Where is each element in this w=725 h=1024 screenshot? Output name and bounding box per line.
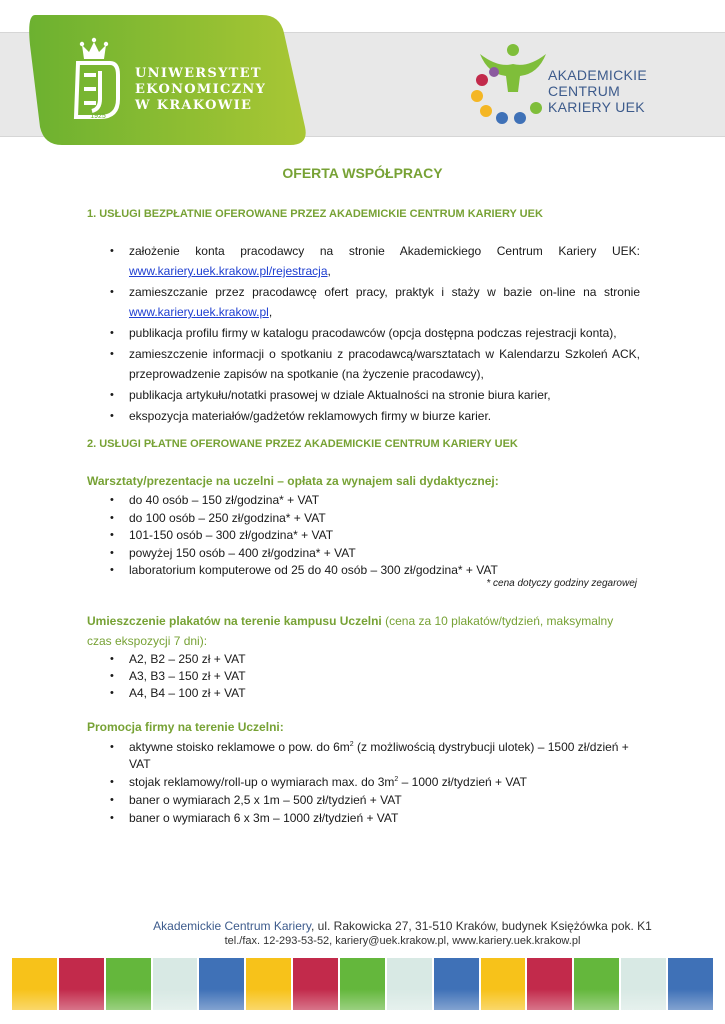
list-item (110, 668, 640, 685)
list-item-text: baner o wymiarach 6 x 3m – 1000 zł/tydzień + VAT (129, 811, 399, 825)
color-tile (293, 958, 338, 1010)
list-item (110, 385, 640, 405)
list-item (110, 810, 640, 827)
uek-name-line-1: UNIWERSYTET (135, 66, 262, 81)
list-item (110, 241, 640, 281)
list-item (110, 282, 640, 322)
promotion-heading (87, 717, 637, 737)
bullet-icon: • (110, 410, 114, 422)
color-tile (527, 958, 572, 1010)
bullet-icon: • (110, 389, 114, 401)
uek-name-line-2: EKONOMICZNY (135, 82, 267, 97)
list-item-text: A2, B2 – 250 zł + VAT (129, 652, 246, 666)
list-item (110, 792, 640, 809)
bullet-icon: • (110, 546, 114, 559)
superscript: 2 (349, 741, 354, 748)
color-tile (59, 958, 104, 1010)
bullet-icon: • (110, 511, 114, 524)
color-tile (106, 958, 151, 1010)
list-item-text: zamieszczanie przez pracodawcę ofert pracy, praktyk i staży w bazie on-line na stronie (129, 285, 640, 299)
color-tile (621, 958, 666, 1010)
workshops-list (110, 492, 640, 580)
list-item-text: stojak reklamowy/roll-up o wymiarach max. do 3m (129, 775, 395, 789)
list-item-text: powyżej 150 osób – 400 zł/godzina* + VAT (129, 545, 356, 560)
color-tile (481, 958, 526, 1010)
list-item (110, 545, 640, 563)
superscript: 2 (394, 776, 399, 783)
footer-address-text: , ul. Rakowicka 27, 31-510 Kraków, budynek Księżówka pok. K1 (310, 919, 652, 933)
registration-link[interactable]: www.kariery.uek.krakow.pl/rejestracja (129, 264, 328, 278)
list-item (110, 406, 640, 426)
color-tile (340, 958, 385, 1010)
bullet-icon: • (110, 529, 114, 541)
bullet-icon: • (110, 494, 114, 506)
list-item-text: aktywne stoisko reklamowe o pow. do 6m (129, 740, 350, 754)
bullet-icon: • (110, 348, 114, 360)
list-item (110, 562, 640, 580)
list-item-text: zamieszczenie informacji o spotkaniu z pracodawcą/warsztatach w Kalendarzu Szkoleń ACK, przeprowadzenie zapisów na spotkanie (na życzenie pracodawcy), (129, 347, 640, 381)
ack-logo-icon (468, 42, 558, 124)
bullet-icon: • (110, 653, 114, 665)
uek-year: 1925 (90, 113, 106, 120)
list-item (110, 774, 640, 791)
list-item-punct: , (268, 305, 273, 319)
color-tile (574, 958, 619, 1010)
list-item (110, 685, 640, 702)
bullet-icon: • (110, 741, 114, 753)
bullet-icon: • (110, 564, 114, 576)
promotion-list (110, 739, 640, 828)
list-item (110, 510, 640, 528)
bullet-icon: • (110, 776, 114, 788)
bullet-icon: • (110, 794, 114, 806)
color-strip (12, 958, 713, 1010)
list-item (110, 527, 640, 545)
color-tile (199, 958, 244, 1010)
bullet-icon: • (110, 327, 114, 339)
list-item-text: do 100 osób – 250 zł/godzina* + VAT (129, 510, 326, 525)
uek-name-line-3: W KRAKOWIE (135, 98, 253, 113)
bullet-icon: • (110, 245, 114, 257)
bullet-icon: • (110, 286, 114, 298)
list-item-text: (z możliwością dystrybucji ulotek) – 1500 zł/dzień + VAT (129, 740, 629, 771)
bullet-icon: • (110, 812, 114, 824)
list-item-punct: , (327, 264, 331, 278)
bullet-icon: • (110, 687, 114, 699)
list-item (110, 739, 640, 773)
ack-name-line-2: CENTRUM (548, 83, 621, 99)
bullet-icon: • (110, 670, 114, 682)
list-item-text: 101-150 osób – 300 zł/godzina* + VAT (129, 528, 334, 542)
list-item-text: laboratorium komputerowe od 25 do 40 osób – 300 zł/godzina* + VAT (129, 563, 498, 577)
workshops-heading (87, 471, 637, 491)
color-tile (246, 958, 291, 1010)
uek-logo (0, 15, 340, 145)
free-services-list (110, 241, 640, 427)
promotion-heading-text: Promocja firmy na terenie Uczelni: (87, 720, 284, 734)
workshops-heading-text: Warsztaty/prezentacje na uczelni – opłata za wynajem sali dydaktycznej: (87, 474, 499, 488)
section-1-heading: 1. USŁUGI BEZPŁATNIE OFEROWANE PRZEZ AKADEMICKIE CENTRUM KARIERY UEK (87, 208, 543, 220)
list-item-text: A4, B4 – 100 zł + VAT (129, 686, 246, 700)
ack-name-line-1: AKADEMICKIE (548, 67, 647, 83)
color-tile (153, 958, 198, 1010)
list-item (110, 344, 640, 384)
list-item-text: publikacja artykułu/notatki prasowej w dziale Aktualności na stronie biura karier, (129, 388, 551, 402)
color-tile (668, 958, 713, 1010)
list-item-text: publikacja profilu firmy w katalogu pracodawców (opcja dostępna podczas rejestracji konta), (129, 326, 617, 340)
footer-contact: tel./fax. 12-293-53-52, kariery@uek.krakow.pl, www.kariery.uek.krakow.pl (224, 935, 581, 947)
list-item (110, 323, 640, 343)
posters-heading (87, 611, 637, 651)
list-item-text: do 40 osób – 150 zł/godzina* + VAT (129, 493, 320, 507)
list-item-text: – 1000 zł/tydzień + VAT (398, 775, 527, 789)
color-tile (387, 958, 432, 1010)
color-tile (434, 958, 479, 1010)
posters-list (110, 651, 640, 702)
color-tile (12, 958, 57, 1010)
posters-heading-rest: (cena za 10 plakatów/tydzień, maksymalny czas ekspozycji 7 dni): (87, 614, 614, 648)
list-item (110, 651, 640, 668)
price-footnote: * cena dotyczy godziny zegarowej (486, 578, 637, 589)
ack-name-line-3: KARIERY UEK (548, 99, 645, 115)
posters-heading-bold: Umieszczenie plakatów na terenie kampusu Uczelni (87, 614, 382, 628)
section-2-heading: 2. USŁUGI PŁATNE OFEROWANE PRZEZ AKADEMICKIE CENTRUM KARIERY UEK (87, 438, 518, 450)
list-item-text: założenie konta pracodawcy na stronie Akademickiego Centrum Kariery UEK: (129, 244, 640, 258)
list-item-text: baner o wymiarach 2,5 x 1m – 500 zł/tydzień + VAT (129, 793, 402, 807)
footer-address (0, 919, 725, 933)
list-item-text: A3, B3 – 150 zł + VAT (129, 669, 246, 683)
list-item-text: ekspozycja materiałów/gadżetów reklamowych firmy w biurze karier. (129, 409, 492, 423)
careers-site-link[interactable]: www.kariery.uek.krakow.pl (129, 305, 269, 319)
footer-brand: Akademickie Centrum Kariery (153, 919, 311, 933)
list-item (110, 492, 640, 510)
page-title: OFERTA WSPÓŁPRACY (282, 165, 443, 181)
